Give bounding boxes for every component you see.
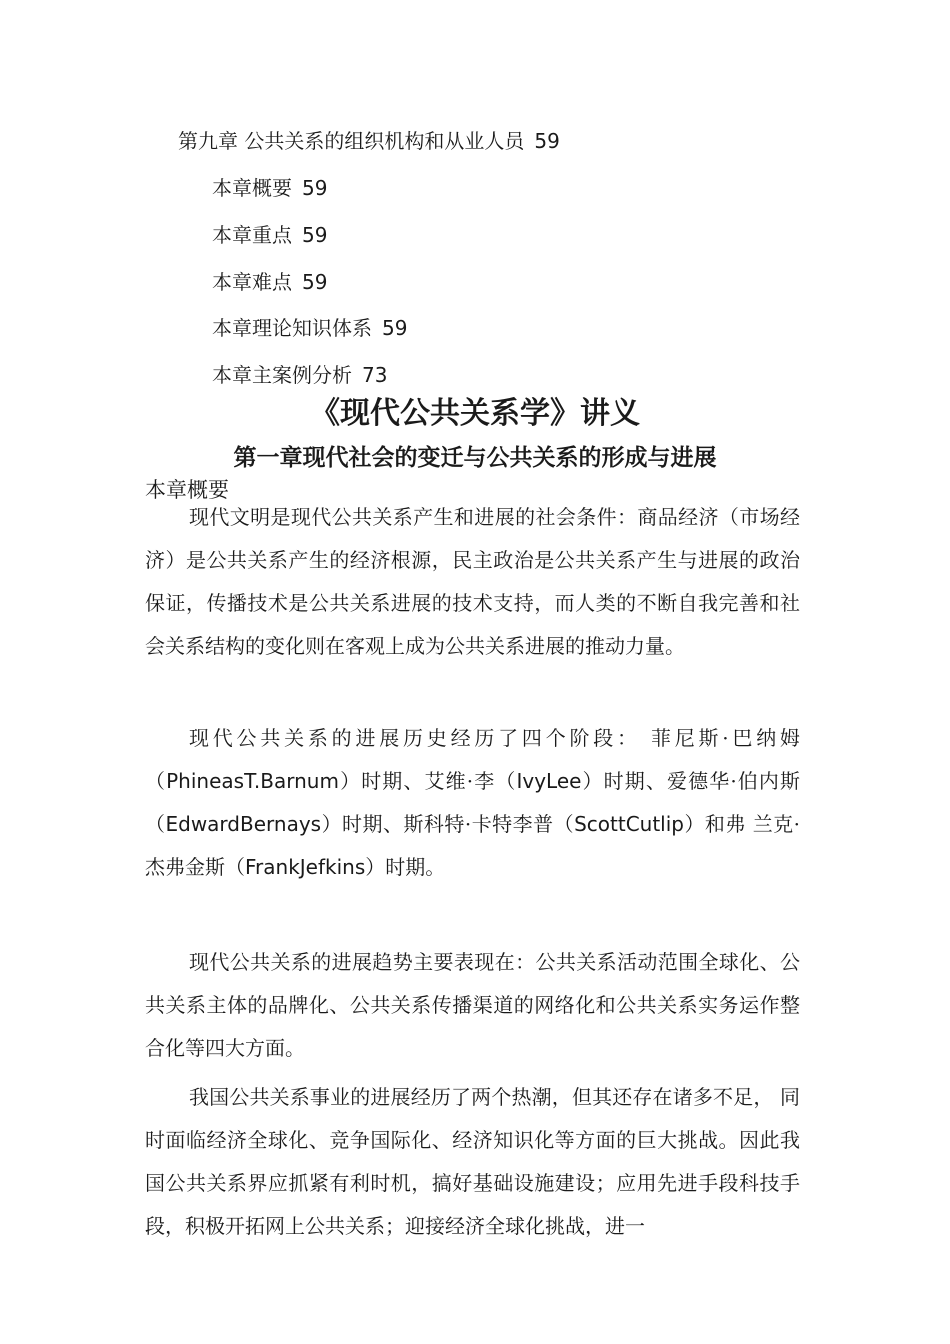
toc-entry-page: 59 [302,176,328,200]
toc-entry-overview[interactable] [212,174,327,202]
document-title: 《现代公共关系学》讲义 [310,396,640,431]
toc-entry-label: 本章重点 [212,223,292,247]
toc-entry-theory-system[interactable] [212,314,407,342]
paragraph-4 [145,1076,800,1248]
person-name: PhineasT.Barnum [166,769,339,793]
text-run: ）时期、艾维·李（ [338,769,517,793]
paragraph-3 [145,941,800,1070]
paragraph-1 [145,496,800,668]
paragraph-text: 现代文明是现代公共关系产生和进展的社会条件：商品经济（市场经济）是公共关系产生的经济根源，民主政治是公共关系产生与进展的政治保证，传播技术是公共关系进展的技术支持，而人类的不断自我完善和社会关系结构的变化则在客观上成为公共关系进展的推动力量。 [145,505,800,658]
person-name: FrankJefkins [245,855,366,879]
person-name: IvyLee [516,769,582,793]
person-name: ScottCutlip [574,812,684,836]
toc-entry-page: 59 [302,270,328,294]
text-run: ）和弗 兰克·杰弗金斯（ [145,812,801,879]
toc-entry-label: 本章理论知识体系 [212,316,372,340]
section-heading: 本章概要 [145,478,229,502]
text-run: ）时期、爱德华·伯内斯（ [145,769,801,836]
toc-entry-label: 本章难点 [212,270,292,294]
toc-entry-page: 59 [382,316,408,340]
paragraph-2 [145,717,800,889]
text-run: ）时期、斯科特·卡特李普（ [321,812,575,836]
paragraph-text: 我国公共关系事业的进展经历了两个热潮，但其还存在诸多不足， 同时面临经济全球化、竞争国际化、经济知识化等方面的巨大挑战。因此我国公共关系界应抓紧有利时机，搞好基础设施建设；应用先进手段科技手段，积极开拓网上公共关系；迎接经济全球化挑战，进一 [145,1085,800,1238]
toc-entry-page: 73 [362,363,388,387]
toc-entry-chapter-9[interactable] [178,127,560,155]
toc-entry-key-points[interactable] [212,221,327,249]
text-run: ）时期。 [365,855,446,879]
text-run: 现代公共关系的进展历史经历了四个阶段： 菲尼斯·巴纳姆（ [145,726,800,793]
chapter-title: 第一章现代社会的变迁与公共关系的形成与进展 [233,445,717,471]
paragraph-text: 现代公共关系的进展趋势主要表现在：公共关系活动范围全球化、公共关系主体的品牌化、公共关系传播渠道的网络化和公共关系实务运作整合化等四大方面。 [145,950,800,1060]
toc-entry-case-analysis[interactable] [212,361,387,389]
toc-entry-label: 本章概要 [212,176,292,200]
person-name: EdwardBernays [165,812,322,836]
paragraph-text [145,717,800,889]
toc-entry-page: 59 [302,223,328,247]
toc-entry-label: 本章主案例分析 [212,363,352,387]
toc-entry-page: 59 [534,129,560,153]
toc-entry-label: 第九章 公共关系的组织机构和从业人员 [178,129,525,153]
toc-entry-difficulties[interactable] [212,268,327,296]
